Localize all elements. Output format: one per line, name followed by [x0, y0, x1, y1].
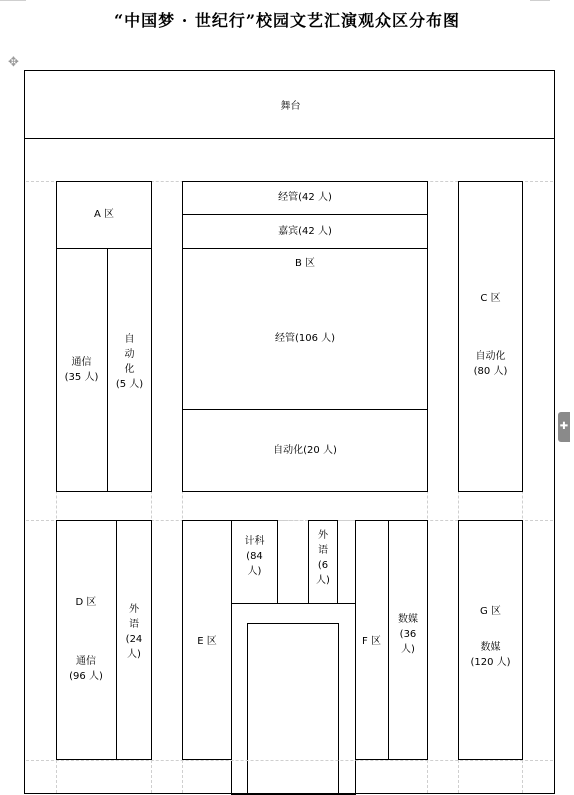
zone-c-seats: 自动化 (80 人) — [473, 351, 508, 377]
corner-line-left — [0, 0, 26, 1]
page-title: “中国梦 · 世纪行”校园文艺汇演观众区分布图 — [113, 11, 461, 30]
zone-b-row1: 经管(42 人) — [278, 192, 332, 203]
zone-c-label: C 区 — [480, 293, 501, 304]
zone-f-seats: 数媒 (36 人) — [398, 614, 418, 655]
zone-b-row2: 嘉宾(42 人) — [278, 226, 332, 237]
zone-f-label: F 区 — [362, 636, 381, 647]
zone-b-label: B 区 — [294, 258, 316, 269]
move-handle-icon[interactable]: ✥ — [8, 55, 19, 70]
stage-extension-inner — [247, 623, 339, 795]
guide-line-horizontal — [278, 520, 308, 521]
zone-b-divider-3 — [182, 409, 428, 410]
stage-label: 舞台 — [280, 101, 301, 112]
zone-a-divider — [56, 248, 152, 249]
zone-d-right-seats: 外 语 (24 人) — [125, 604, 143, 660]
corner-line-right — [530, 0, 550, 1]
zone-d-label: D 区 — [75, 597, 97, 608]
zone-c — [458, 181, 523, 492]
guide-line-horizontal — [338, 520, 355, 521]
zone-e-box-2-seats: 外 语 (6 人) — [316, 530, 330, 586]
zone-b-divider-2 — [182, 248, 428, 249]
guide-line-horizontal — [26, 760, 553, 761]
zone-e-label: E 区 — [197, 636, 217, 647]
zone-g-label: G 区 — [480, 606, 501, 617]
plus-icon[interactable]: ✚ — [558, 412, 570, 442]
zone-g-seats: 数媒 (120 人) — [470, 642, 511, 668]
zone-e-box-1-seats: 计科 (84 人) — [244, 536, 265, 577]
zone-a-label: A 区 — [93, 209, 115, 220]
zone-a-right-seats: 自 动 化 (5 人) — [115, 334, 144, 390]
stage — [24, 70, 555, 139]
zone-b-main: 经管(106 人) — [274, 333, 336, 344]
zone-a-left-seats: 通信 (35 人) — [64, 357, 99, 383]
zone-b-bottom: 自动化(20 人) — [273, 445, 337, 456]
zone-b-divider-1 — [182, 214, 428, 215]
zone-d-left-seats: 通信 (96 人) — [69, 656, 103, 682]
